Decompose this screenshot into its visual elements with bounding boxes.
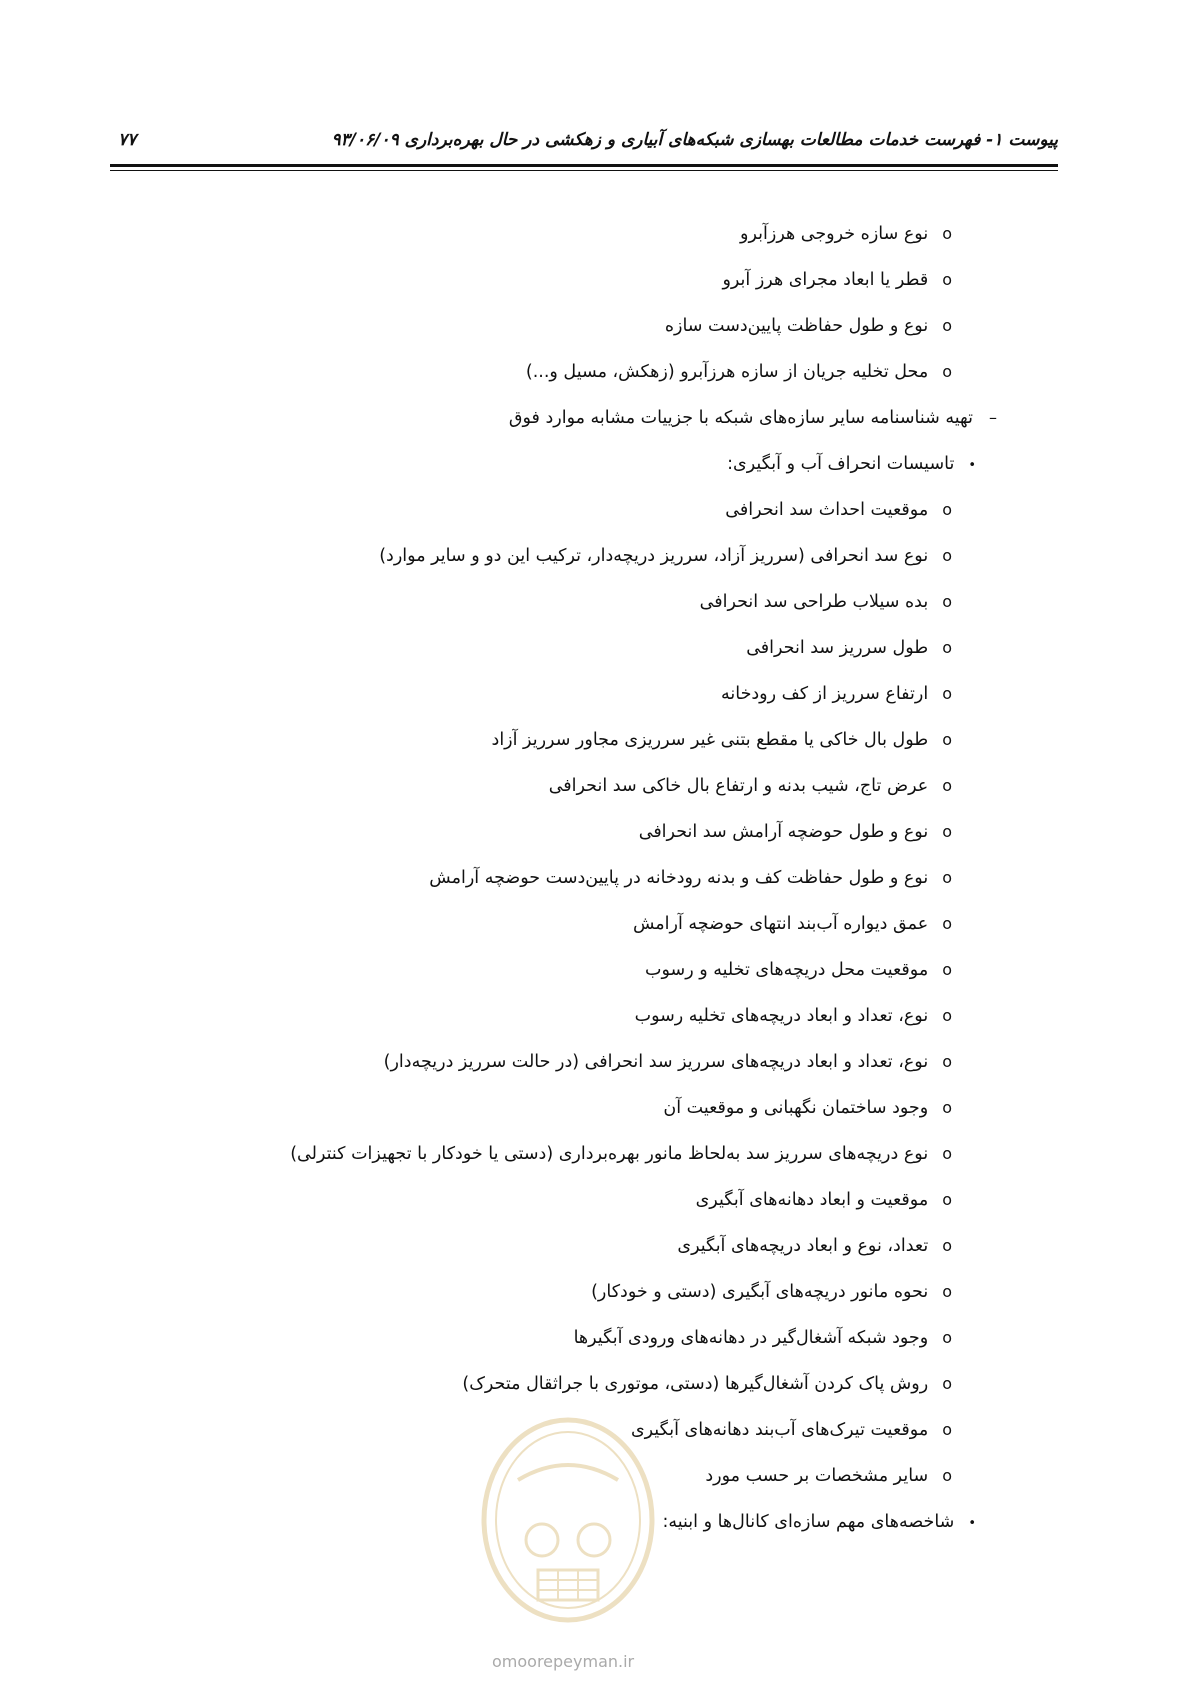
circle-bullet-icon: o (942, 1006, 952, 1025)
circle-bullet-icon: o (942, 822, 952, 841)
disc-bullet-icon: • (968, 1516, 976, 1531)
list-item-text: طول بال خاکی یا مقطع بتنی غیر سرریزی مجاور سرریز آزاد (491, 730, 929, 750)
circle-bullet-icon: o (942, 1282, 952, 1301)
header-title: پیوست ۱- فهرست خدمات مطالعات بهسازی شبکه‌های آبیاری و زهکشی در حال بهره‌برداری ۹۳/۰۶/۰۹ (331, 130, 1058, 150)
section-bullet-item (662, 1510, 976, 1536)
list-item (631, 1418, 952, 1442)
list-item-text: نوع دریچه‌های سرریز سد به‌لحاظ مانور بهره‌برداری (دستی یا خودکار با تجهیزات کنترلی) (290, 1144, 929, 1164)
circle-bullet-icon: o (942, 500, 952, 519)
circle-bullet-icon: o (942, 316, 952, 335)
list-item (722, 268, 952, 292)
list-item-text: نوع و طول حفاظت پایین‌دست سازه (664, 316, 929, 336)
list-item (492, 728, 952, 752)
circle-bullet-icon: o (942, 914, 952, 933)
circle-bullet-icon: o (942, 868, 952, 887)
list-item (705, 1464, 952, 1488)
list-item-text: تاسیسات انحراف آب و آبگیری: (727, 454, 955, 474)
list-item-text: تهیه شناسنامه سایر سازه‌های شبکه با جزییات مشابه موارد فوق (508, 408, 973, 428)
circle-bullet-icon: o (942, 592, 952, 611)
disc-bullet-icon: • (968, 458, 976, 473)
list-item (639, 820, 952, 844)
watermark-seal-icon (478, 1410, 658, 1630)
circle-bullet-icon: o (942, 776, 952, 795)
list-item-text: نوع سازه خروجی هرزآبرو (740, 224, 929, 244)
list-item (635, 1004, 952, 1028)
circle-bullet-icon: o (942, 638, 952, 657)
circle-bullet-icon: o (942, 1098, 952, 1117)
circle-bullet-icon: o (942, 1190, 952, 1209)
list-item (290, 1142, 952, 1166)
circle-bullet-icon: o (942, 1466, 952, 1485)
list-item (696, 1188, 952, 1212)
section-bullet-item (727, 452, 976, 478)
circle-bullet-icon: o (942, 960, 952, 979)
circle-bullet-icon: o (942, 1374, 952, 1393)
circle-bullet-icon: o (942, 1236, 952, 1255)
list-item-text: موقعیت احداث سد انحرافی (725, 500, 929, 520)
list-item-text: موقعیت محل دریچه‌های تخلیه و رسوب (645, 960, 929, 980)
circle-bullet-icon: o (942, 1144, 952, 1163)
list-item (574, 1326, 952, 1350)
watermark-url: omoorepeyman.ir (492, 1652, 635, 1671)
list-item (677, 1234, 952, 1258)
list-item (429, 866, 952, 890)
list-item-text: محل تخلیه جریان از سازه هرزآبرو (زهکش، مسیل و...) (525, 362, 929, 382)
list-item (740, 222, 952, 246)
list-item-text: موقعیت و ابعاد دهانه‌های آبگیری (695, 1190, 929, 1210)
list-item-text: سایر مشخصات بر حسب مورد (705, 1466, 929, 1486)
list-item (549, 774, 952, 798)
list-item-text: طول سرریز سد انحرافی (746, 638, 929, 658)
list-item (663, 1096, 952, 1120)
circle-bullet-icon: o (942, 362, 952, 381)
list-item-text: بده سیلاب طراحی سد انحرافی (699, 592, 929, 612)
list-item-text: شاخصه‌های مهم سازه‌ای کانال‌ها و ابنیه: (662, 1512, 955, 1532)
list-item-text: نوع، تعداد و ابعاد دریچه‌های تخلیه رسوب (634, 1006, 929, 1026)
list-item-text: نحوه مانور دریچه‌های آبگیری (دستی و خودکار) (591, 1282, 929, 1302)
circle-bullet-icon: o (942, 224, 952, 243)
list-item-text: نوع و طول حفاظت کف و بدنه رودخانه در پایین‌دست حوضچه آرامش (429, 868, 929, 888)
list-item (384, 1050, 952, 1074)
page-number: ۷۷ (118, 130, 137, 150)
circle-bullet-icon: o (942, 1052, 952, 1071)
circle-bullet-icon: o (942, 1328, 952, 1347)
list-item-text: تعداد، نوع و ابعاد دریچه‌های آبگیری (677, 1236, 929, 1256)
list-item-text: عرض تاج، شیب بدنه و ارتفاع بال خاکی سد انحرافی (548, 776, 929, 796)
list-item-text: وجود ساختمان نگهبانی و موقعیت آن (663, 1098, 929, 1118)
list-item-text: روش پاک کردن آشغال‌گیرها (دستی، موتوری با جراثقال متحرک) (462, 1374, 929, 1394)
list-item-text: نوع سد انحرافی (سرریز آزاد، سرریز دریچه‌دار، ترکیب این دو و سایر موارد) (379, 546, 929, 566)
circle-bullet-icon: o (942, 546, 952, 565)
list-item-text: قطر یا ابعاد مجرای هرز آبرو (722, 270, 929, 290)
list-item (725, 498, 952, 522)
list-item-text: موقعیت تیرک‌های آب‌بند دهانه‌های آبگیری (630, 1420, 929, 1440)
dash-bullet-icon: – (989, 408, 997, 427)
list-item (591, 1280, 952, 1304)
list-item (665, 314, 952, 338)
list-item (645, 958, 952, 982)
list-item (721, 682, 952, 706)
list-item (746, 636, 952, 660)
circle-bullet-icon: o (942, 270, 952, 289)
circle-bullet-icon: o (942, 684, 952, 703)
list-item-text: نوع، تعداد و ابعاد دریچه‌های سرریز سد انحرافی (در حالت سرریز دریچه‌دار) (383, 1052, 929, 1072)
list-item-text: ارتفاع سرریز از کف رودخانه (720, 684, 929, 704)
list-item-text: عمق دیواره آب‌بند انتهای حوضچه آرامش (633, 914, 929, 934)
list-item (700, 590, 952, 614)
list-item (526, 360, 952, 384)
list-item (633, 912, 952, 936)
list-item-text: نوع و طول حوضچه آرامش سد انحرافی (638, 822, 929, 842)
list-item (462, 1372, 952, 1396)
circle-bullet-icon: o (942, 1420, 952, 1439)
list-item (509, 406, 997, 430)
list-item (379, 544, 952, 568)
circle-bullet-icon: o (942, 730, 952, 749)
list-item-text: وجود شبکه آشغال‌گیر در دهانه‌های ورودی آبگیرها (573, 1328, 929, 1348)
